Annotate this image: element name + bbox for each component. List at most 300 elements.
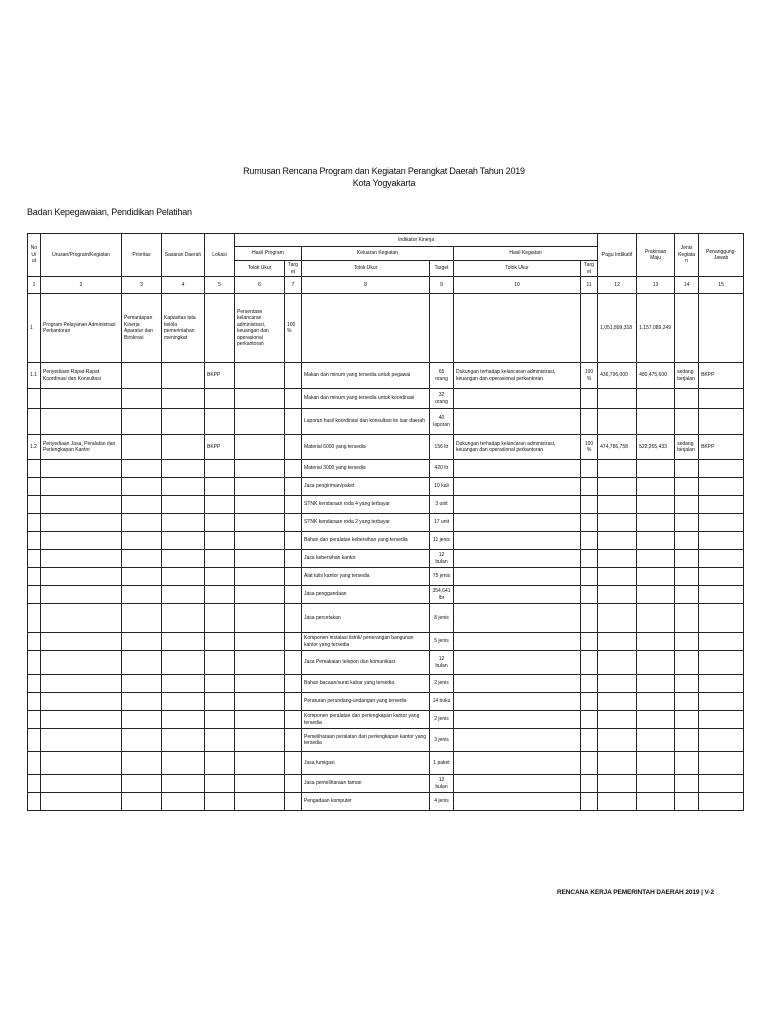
- row-pj: [699, 675, 744, 693]
- row-hp-tolok: [235, 651, 285, 675]
- row-hk-tolok: [454, 460, 581, 478]
- row-hp-target: [285, 363, 302, 389]
- table-row: [28, 435, 744, 460]
- row-kk-tolok: Bahan bacaan/surat kabar yang tersedia: [302, 675, 430, 693]
- document-subtitle: Kota Yogyakarta: [352, 178, 416, 188]
- row-sasaran: [162, 496, 205, 514]
- row-kk-target: 40 laporan: [430, 409, 454, 435]
- header-hp-tolok: Tolok Ukur: [235, 261, 285, 277]
- row-hk-target: [581, 514, 598, 532]
- row-name: [41, 389, 122, 409]
- row-hp-target: [285, 775, 302, 793]
- row-hk-target: [581, 460, 598, 478]
- row-hp-target: [285, 532, 302, 550]
- row-lokasi: [205, 651, 235, 675]
- row-hk-target: [581, 651, 598, 675]
- row-hk-tolok: [454, 651, 581, 675]
- program-hp-target: 100%: [285, 294, 302, 363]
- row-name: [41, 514, 122, 532]
- row-prioritas: [122, 496, 162, 514]
- row-pagu: [598, 532, 637, 550]
- table-row: [28, 550, 744, 568]
- row-lokasi: [205, 389, 235, 409]
- row-hk-target: 100%: [581, 363, 598, 389]
- row-pagu: [598, 752, 637, 775]
- row-hp-tolok: [235, 793, 285, 811]
- row-hp-target: [285, 435, 302, 460]
- row-kk-tolok: Jasa penggandaan: [302, 586, 430, 604]
- row-kk-tolok: Komponen instalasi listrik/ penerangan bangunan kantor yang tersedia: [302, 633, 430, 651]
- row-hp-tolok: [235, 729, 285, 752]
- header-lokasi: Lokasi: [205, 234, 235, 277]
- row-prakiraan: [637, 729, 675, 752]
- row-lokasi: [205, 711, 235, 729]
- row-hk-tolok: [454, 729, 581, 752]
- row-lokasi: [205, 496, 235, 514]
- column-number: 15: [699, 277, 744, 294]
- row-kk-target: 10 kali: [430, 478, 454, 496]
- row-hp-target: [285, 604, 302, 633]
- row-name: [41, 775, 122, 793]
- row-prioritas: [122, 711, 162, 729]
- row-name: [41, 496, 122, 514]
- row-no: [28, 409, 41, 435]
- row-sasaran: [162, 478, 205, 496]
- row-prakiraan: [637, 586, 675, 604]
- row-sasaran: [162, 675, 205, 693]
- row-pagu: 474,786,758: [598, 435, 637, 460]
- row-hp-tolok: [235, 496, 285, 514]
- agency-name: Badan Kepegawaian, Pendidikan Pelatihan: [27, 207, 192, 217]
- row-hp-tolok: [235, 775, 285, 793]
- row-pagu: [598, 478, 637, 496]
- row-kk-tolok: Pengadaan komputer: [302, 793, 430, 811]
- program-row: [28, 294, 744, 363]
- row-kk-target: 1 paket: [430, 752, 454, 775]
- row-sasaran: [162, 460, 205, 478]
- program-hk-target: [581, 294, 598, 363]
- row-pj: [699, 532, 744, 550]
- program-no: 1: [28, 294, 41, 363]
- header-hk-target: Target: [581, 261, 598, 277]
- row-kk-target: 354,641 lbr: [430, 586, 454, 604]
- row-jenis: [675, 389, 699, 409]
- row-pj: [699, 793, 744, 811]
- row-hk-target: [581, 409, 598, 435]
- row-prioritas: [122, 651, 162, 675]
- row-pj: [699, 514, 744, 532]
- row-hp-target: [285, 711, 302, 729]
- row-name: [41, 532, 122, 550]
- row-pagu: [598, 550, 637, 568]
- row-kk-target: 12 bulan: [430, 550, 454, 568]
- row-kk-target: 17 unit: [430, 514, 454, 532]
- row-lokasi: [205, 460, 235, 478]
- column-number: 14: [675, 277, 699, 294]
- row-no: 1.1: [28, 363, 41, 389]
- row-hk-tolok: [454, 532, 581, 550]
- row-hp-tolok: [235, 363, 285, 389]
- row-hk-target: [581, 633, 598, 651]
- table-row: [28, 729, 744, 752]
- program-pagu: 1,051,899,318: [598, 294, 637, 363]
- row-pagu: [598, 675, 637, 693]
- row-prakiraan: 522,265,433: [637, 435, 675, 460]
- row-pj: [699, 775, 744, 793]
- row-kk-tolok: Pemeliharaan peralatan dan perlengkapan kantor yang tersedia: [302, 729, 430, 752]
- row-hp-tolok: [235, 460, 285, 478]
- row-hk-target: [581, 586, 598, 604]
- row-hk-target: [581, 532, 598, 550]
- program-hp-tolok: Persentase kelancaran administrasi, keuangan dan operasional perkantoran: [235, 294, 285, 363]
- row-pagu: [598, 496, 637, 514]
- row-hp-tolok: [235, 586, 285, 604]
- row-prakiraan: [637, 496, 675, 514]
- row-no: [28, 389, 41, 409]
- row-hk-target: [581, 550, 598, 568]
- row-pagu: [598, 460, 637, 478]
- row-sasaran: [162, 532, 205, 550]
- column-number: 4: [162, 277, 205, 294]
- column-number: 10: [454, 277, 581, 294]
- row-hp-tolok: [235, 693, 285, 711]
- row-hk-tolok: [454, 389, 581, 409]
- column-number: 12: [598, 277, 637, 294]
- row-no: [28, 514, 41, 532]
- header-urusan: Urusan/Program/Kegiatan: [41, 234, 122, 277]
- header-pagu: Pagu Indikatif: [598, 234, 637, 277]
- row-pj: [699, 409, 744, 435]
- program-hk-tolok: [454, 294, 581, 363]
- row-prakiraan: [637, 514, 675, 532]
- row-jenis: [675, 460, 699, 478]
- row-prioritas: [122, 389, 162, 409]
- row-hk-tolok: [454, 409, 581, 435]
- row-sasaran: [162, 729, 205, 752]
- row-jenis: [675, 775, 699, 793]
- table-row: [28, 363, 744, 389]
- row-hk-target: 100%: [581, 435, 598, 460]
- row-name: [41, 693, 122, 711]
- row-pagu: [598, 693, 637, 711]
- row-no: [28, 460, 41, 478]
- row-sasaran: [162, 633, 205, 651]
- row-no: [28, 775, 41, 793]
- row-hk-target: [581, 729, 598, 752]
- page-footer: RENCANA KERJA PEMERINTAH DAERAH 2019 | V-2: [556, 889, 714, 896]
- row-name: [41, 729, 122, 752]
- row-hp-target: [285, 478, 302, 496]
- row-lokasi: [205, 793, 235, 811]
- row-hp-target: [285, 752, 302, 775]
- row-hk-target: [581, 568, 598, 586]
- row-lokasi: [205, 675, 235, 693]
- row-kk-tolok: Material 3000 yang tersedia: [302, 460, 430, 478]
- row-jenis: [675, 729, 699, 752]
- row-pj: BKPP: [699, 435, 744, 460]
- row-prakiraan: [637, 752, 675, 775]
- row-hp-tolok: [235, 409, 285, 435]
- row-hk-target: [581, 752, 598, 775]
- row-no: [28, 675, 41, 693]
- row-name: Penyediaan Jasa, Peralatan dan Perlengkapan Kantor: [41, 435, 122, 460]
- row-prakiraan: [637, 409, 675, 435]
- column-number: 9: [430, 277, 454, 294]
- program-prakiraan: 1,157,089,249: [637, 294, 675, 363]
- header-kk-target: Target: [430, 261, 454, 277]
- header-hasil-kegiatan: Hasil Kegiatan: [454, 247, 598, 261]
- row-hk-tolok: [454, 793, 581, 811]
- row-prakiraan: [637, 389, 675, 409]
- row-jenis: sedang berjalan: [675, 363, 699, 389]
- table-row: [28, 675, 744, 693]
- row-hp-target: [285, 496, 302, 514]
- row-hk-tolok: [454, 633, 581, 651]
- row-sasaran: [162, 514, 205, 532]
- row-hk-tolok: Dukungan terhadap kelancaran administrasi, keuangan dan operasional perkantoran: [454, 363, 581, 389]
- row-kk-target: 4 jenis: [430, 793, 454, 811]
- header-indikator: Indikator Kinerja: [235, 234, 598, 247]
- row-name: [41, 550, 122, 568]
- row-kk-tolok: Jasa Pemakaian telepon dan komunikasi: [302, 651, 430, 675]
- row-pj: [699, 586, 744, 604]
- row-kk-target: 5 jenis: [430, 633, 454, 651]
- row-hp-target: [285, 568, 302, 586]
- row-jenis: [675, 514, 699, 532]
- row-prakiraan: 480,475,600: [637, 363, 675, 389]
- table-row: [28, 568, 744, 586]
- row-no: [28, 752, 41, 775]
- row-hp-tolok: [235, 550, 285, 568]
- program-sasaran: Kapasitas tata kelola pemerintahan meningkat: [162, 294, 205, 363]
- header-kk-tolok: Tolok Ukur: [302, 261, 430, 277]
- row-prioritas: [122, 550, 162, 568]
- row-pagu: [598, 633, 637, 651]
- row-pagu: [598, 586, 637, 604]
- row-hk-target: [581, 775, 598, 793]
- row-hp-target: [285, 651, 302, 675]
- row-prakiraan: [637, 604, 675, 633]
- row-hk-target: [581, 793, 598, 811]
- row-hk-target: [581, 478, 598, 496]
- row-hp-tolok: [235, 435, 285, 460]
- row-jenis: [675, 675, 699, 693]
- row-hp-target: [285, 586, 302, 604]
- column-number: 7: [285, 277, 302, 294]
- row-no: [28, 496, 41, 514]
- row-kk-target: 2 jenis: [430, 711, 454, 729]
- row-sasaran: [162, 793, 205, 811]
- row-lokasi: [205, 633, 235, 651]
- row-kk-tolok: Alat tulis kantor yang tersedia: [302, 568, 430, 586]
- row-kk-tolok: Jasa percetakan: [302, 604, 430, 633]
- row-no: [28, 693, 41, 711]
- row-prioritas: [122, 693, 162, 711]
- column-number: 11: [581, 277, 598, 294]
- row-sasaran: [162, 711, 205, 729]
- row-pj: [699, 550, 744, 568]
- row-jenis: sedang berjalan: [675, 435, 699, 460]
- row-lokasi: [205, 604, 235, 633]
- row-jenis: [675, 752, 699, 775]
- program-lokasi: [205, 294, 235, 363]
- row-prakiraan: [637, 460, 675, 478]
- row-sasaran: [162, 435, 205, 460]
- row-prioritas: [122, 775, 162, 793]
- row-name: [41, 633, 122, 651]
- table-row: [28, 752, 744, 775]
- header-prakiraan: Prakiraan Maju: [637, 234, 675, 277]
- row-name: Penyediaan Rapat-Rapat Koordinasi dan Konsultasi: [41, 363, 122, 389]
- header-sasaran: Sasaran Daerah: [162, 234, 205, 277]
- row-jenis: [675, 793, 699, 811]
- row-sasaran: [162, 651, 205, 675]
- column-number-row: [28, 277, 744, 294]
- column-number: 8: [302, 277, 430, 294]
- row-hp-target: [285, 389, 302, 409]
- row-kk-tolok: Laporan hasil koordinasi dan konsultasi ke luar daerah: [302, 409, 430, 435]
- row-prakiraan: [637, 532, 675, 550]
- row-pagu: [598, 514, 637, 532]
- row-prakiraan: [637, 633, 675, 651]
- row-name: [41, 409, 122, 435]
- table-row: [28, 478, 744, 496]
- row-prioritas: [122, 586, 162, 604]
- row-jenis: [675, 550, 699, 568]
- row-name: [41, 752, 122, 775]
- row-prioritas: [122, 729, 162, 752]
- table-row: [28, 586, 744, 604]
- row-sasaran: [162, 604, 205, 633]
- column-number: 1: [28, 277, 41, 294]
- row-pj: [699, 752, 744, 775]
- row-sasaran: [162, 389, 205, 409]
- row-hp-target: [285, 409, 302, 435]
- header-no-urut: No Urut: [28, 234, 41, 277]
- row-hp-target: [285, 550, 302, 568]
- row-name: [41, 460, 122, 478]
- table-row: [28, 651, 744, 675]
- row-kk-tolok: Makan dan minum yang tersedia untuk pegawai: [302, 363, 430, 389]
- row-kk-tolok: Jasa kebersihan kantor: [302, 550, 430, 568]
- row-pagu: [598, 729, 637, 752]
- row-name: [41, 651, 122, 675]
- header-hk-tolok: Tolok Ukur: [454, 261, 581, 277]
- row-prioritas: [122, 675, 162, 693]
- program-table: [27, 233, 744, 811]
- row-prakiraan: [637, 711, 675, 729]
- column-number: 2: [41, 277, 122, 294]
- row-pagu: [598, 568, 637, 586]
- column-number: 5: [205, 277, 235, 294]
- row-hp-tolok: [235, 389, 285, 409]
- column-number: 3: [122, 277, 162, 294]
- row-jenis: [675, 478, 699, 496]
- row-kk-target: 65 orang: [430, 363, 454, 389]
- row-kk-target: 420 ltr: [430, 460, 454, 478]
- row-kk-target: 3 jenis: [430, 729, 454, 752]
- row-pj: [699, 460, 744, 478]
- header-keluaran-kegiatan: Keluaran Kegiatan: [302, 247, 454, 261]
- row-prioritas: [122, 752, 162, 775]
- row-hk-tolok: [454, 752, 581, 775]
- row-no: [28, 729, 41, 752]
- row-hp-tolok: [235, 604, 285, 633]
- row-kk-tolok: Bahan dan peralatan kebersihan yang tersedia: [302, 532, 430, 550]
- row-name: [41, 604, 122, 633]
- row-prakiraan: [637, 775, 675, 793]
- table-row: [28, 711, 744, 729]
- row-hp-target: [285, 729, 302, 752]
- row-hk-tolok: [454, 711, 581, 729]
- row-kk-tolok: Material 6000 yang tersedia: [302, 435, 430, 460]
- row-sasaran: [162, 568, 205, 586]
- row-lokasi: BKPP: [205, 435, 235, 460]
- row-sasaran: [162, 363, 205, 389]
- row-pj: [699, 693, 744, 711]
- row-pj: [699, 478, 744, 496]
- row-hp-tolok: [235, 478, 285, 496]
- row-lokasi: [205, 752, 235, 775]
- row-sasaran: [162, 409, 205, 435]
- row-jenis: [675, 532, 699, 550]
- row-sasaran: [162, 752, 205, 775]
- table-row: [28, 604, 744, 633]
- row-prioritas: [122, 514, 162, 532]
- row-hk-tolok: [454, 514, 581, 532]
- row-hp-target: [285, 514, 302, 532]
- row-hk-tolok: [454, 586, 581, 604]
- row-pagu: 436,796,000: [598, 363, 637, 389]
- row-prioritas: [122, 568, 162, 586]
- row-sasaran: [162, 693, 205, 711]
- row-kk-target: 3 unit: [430, 496, 454, 514]
- row-hp-tolok: [235, 568, 285, 586]
- row-no: [28, 651, 41, 675]
- program-pj: [699, 294, 744, 363]
- row-prakiraan: [637, 675, 675, 693]
- row-hp-tolok: [235, 532, 285, 550]
- row-pagu: [598, 775, 637, 793]
- row-no: [28, 604, 41, 633]
- row-name: [41, 478, 122, 496]
- row-hk-target: [581, 604, 598, 633]
- row-prioritas: [122, 409, 162, 435]
- row-prakiraan: [637, 651, 675, 675]
- row-pagu: [598, 409, 637, 435]
- row-pj: [699, 604, 744, 633]
- row-no: [28, 633, 41, 651]
- table-row: [28, 496, 744, 514]
- row-name: [41, 675, 122, 693]
- row-lokasi: [205, 532, 235, 550]
- row-prioritas: [122, 478, 162, 496]
- row-kk-target: 75 jenis: [430, 568, 454, 586]
- row-pagu: [598, 793, 637, 811]
- row-lokasi: [205, 550, 235, 568]
- table-row: [28, 409, 744, 435]
- row-name: [41, 793, 122, 811]
- row-lokasi: [205, 775, 235, 793]
- row-hk-tolok: [454, 675, 581, 693]
- column-number: 13: [637, 277, 675, 294]
- header-penanggung: Penanggung-Jawab: [699, 234, 744, 277]
- row-jenis: [675, 586, 699, 604]
- row-kk-tolok: Jasa pengiriman/paket: [302, 478, 430, 496]
- document-title: Rumusan Rencana Program dan Kegiatan Perangkat Daerah Tahun 2019: [243, 166, 525, 176]
- row-prioritas: [122, 532, 162, 550]
- row-prakiraan: [637, 568, 675, 586]
